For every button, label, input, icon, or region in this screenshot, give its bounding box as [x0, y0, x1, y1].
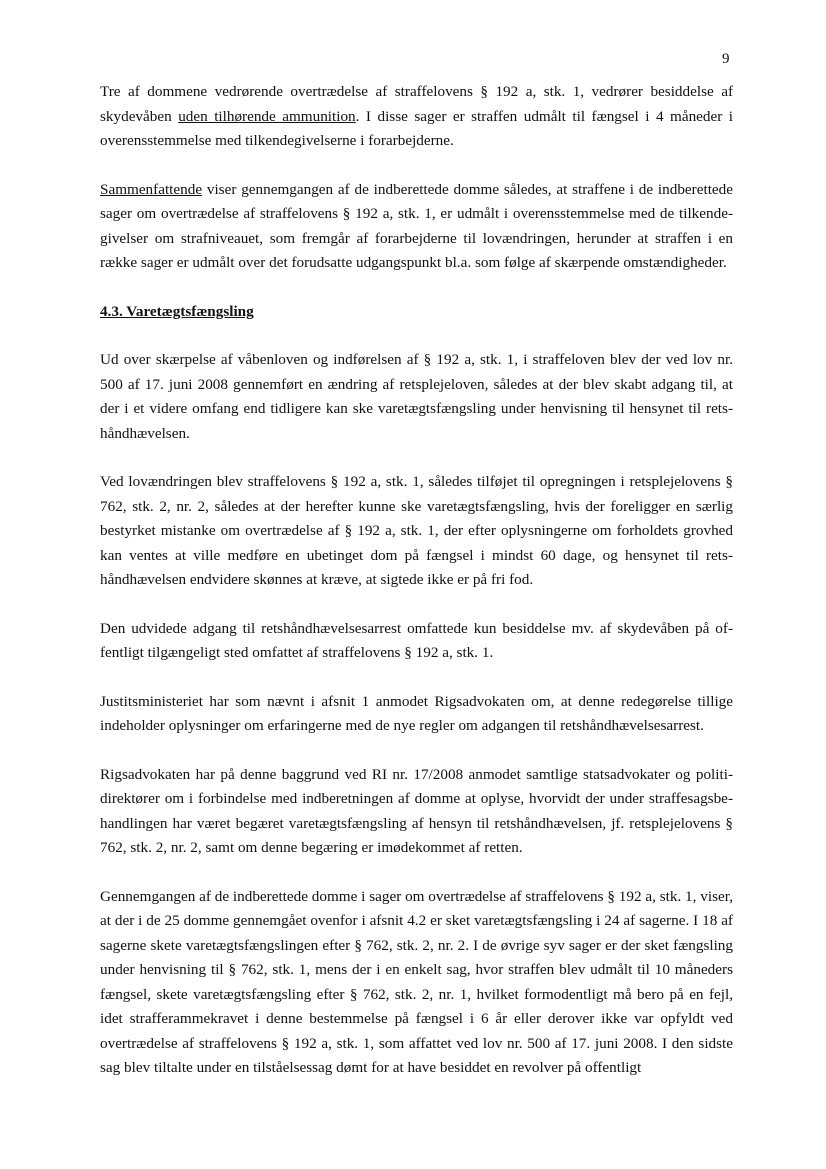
- paragraph-review: Gennemgangen af de indberettede domme i sager om overtrædelse af straffelovens § 192 a, stk. 1, viser, at der i de 25 domme gennemgået ovenfor i afsnit 4.2 er sket varetægtsfængsling i 24 af sagerne. I 18 af sagerne skete varetægtsfængslingen efter § 762, stk. 2, nr. 2. I de øvrige syv sager er der sket fængsling under henvisning til § 762, stk. 1, mens der i en enkelt sag, hvor straffen blev udmålt til 10 måneders fængsel, skete varetægtsfængsling efter § 762, stk. 2, nr. 1, hvilket formodentligt må bero på en fejl, idet strafferammekravet i denne bestemmelse på fængsel i 6 år eller derover ikke var opfyldt ved overtrædelse af straffelovens § 192 a, stk. 1, som affattet ved lov nr. 500 af 17. juni 2008. I den sidste sag blev tiltalte under en tilståelsessag dømt for at have besiddet en revolver på offentligt: [100, 887, 733, 1076]
- paragraph-amendment: Ved lovændringen blev straffelovens § 192 a, stk. 1, således tilføjet til opregningen i retsplejelovens § 762, stk. 2, nr. 2, således at der herefter kunne ske varetægtsfængsling, hvis der foreligger en særlig bestyrket mistanke om overtrædelse af § 192 a, stk. 1, der efter oplysningerne om forholdets grovhed kan ventes at ville medføre en ubetinget dom på fængsel i mindst 60 dage, og hensynet til retshåndhævelsen endvidere skønnes at kræve, at sigtede ikke er på fri fod.: [100, 473, 733, 588]
- paragraph-extended-access: Den udvidede adgang til retshåndhævelsesarrest omfattede kun besiddelse mv. af skydevåben på offentligt tilgængeligt sted omfattet af straffelovens § 192 a, stk. 1.: [100, 619, 733, 661]
- document-body: [100, 80, 733, 1081]
- page-number: 9: [722, 51, 730, 67]
- paragraph-ammunition: [100, 80, 733, 154]
- underlined-phrase: uden tilhørende ammunition: [178, 107, 356, 125]
- paragraph-ministry: Justitsministeriet har som nævnt i afsnit 1 anmodet Rigsadvokaten om, at denne redegørelse tillige indeholder oplysninger om erfaringerne med de nye regler om adgangen til retshåndhævelsesarrest.: [100, 692, 733, 734]
- paragraph-summary: [100, 178, 733, 276]
- paragraph-rigsadvokaten: Rigsadvokaten har på denne baggrund ved RI nr. 17/2008 anmodet samtlige statsadvokater og politidirektører om i forbindelse med indberetningen af domme at oplyse, hvorvidt der under straffesagsbehandlingen har været begæret varetægtsfængsling af hensyn til retshåndhævelsen, jf. retsplejelovens § 762, stk. 2, nr. 2, samt om denne begæring er imødekommet af retten.: [100, 765, 733, 856]
- paragraph-ammunition-start: Tre af dommene vedrørende overtrædelse af straffelovens § 192 a, stk. 1, vedrører besiddelse af skydevåben: [100, 83, 733, 125]
- underlined-summary-word: Sammenfattende: [100, 180, 203, 198]
- paragraph-ammunition-end: . I disse sager er straffen udmålt til fængsel i 4 måneder i overensstemmelse med tilkendegivelserne i forarbejderne.: [100, 107, 734, 149]
- paragraph-intro: Ud over skærpelse af våbenloven og indførelsen af § 192 a, stk. 1, i straffeloven blev der ved lov nr. 500 af 17. juni 2008 gennemført en ændring af retsplejeloven, således at der blev skabt adgang til, at der i et videre omfang end tidligere kan ske varetægtsfængsling under henvisning til hensynet til retshåndhævelsen.: [100, 351, 733, 442]
- paragraph-summary-text: viser gennemgangen af de indberettede domme således, at straffene i de indberettede sager om overtrædelse af straffelovens § 192 a, stk. 1, er udmålt i overensstemmelse med de tilkendegivelser om strafniveauet, som fremgår af forarbejderne til lovændringen, herunder at straffen i en række sager er udmålt over det forudsatte udgangspunkt bl.a. som følge af skærpende omstændigheder.: [100, 180, 733, 271]
- section-heading: 4.3. Varetægtsfængsling: [100, 302, 254, 320]
